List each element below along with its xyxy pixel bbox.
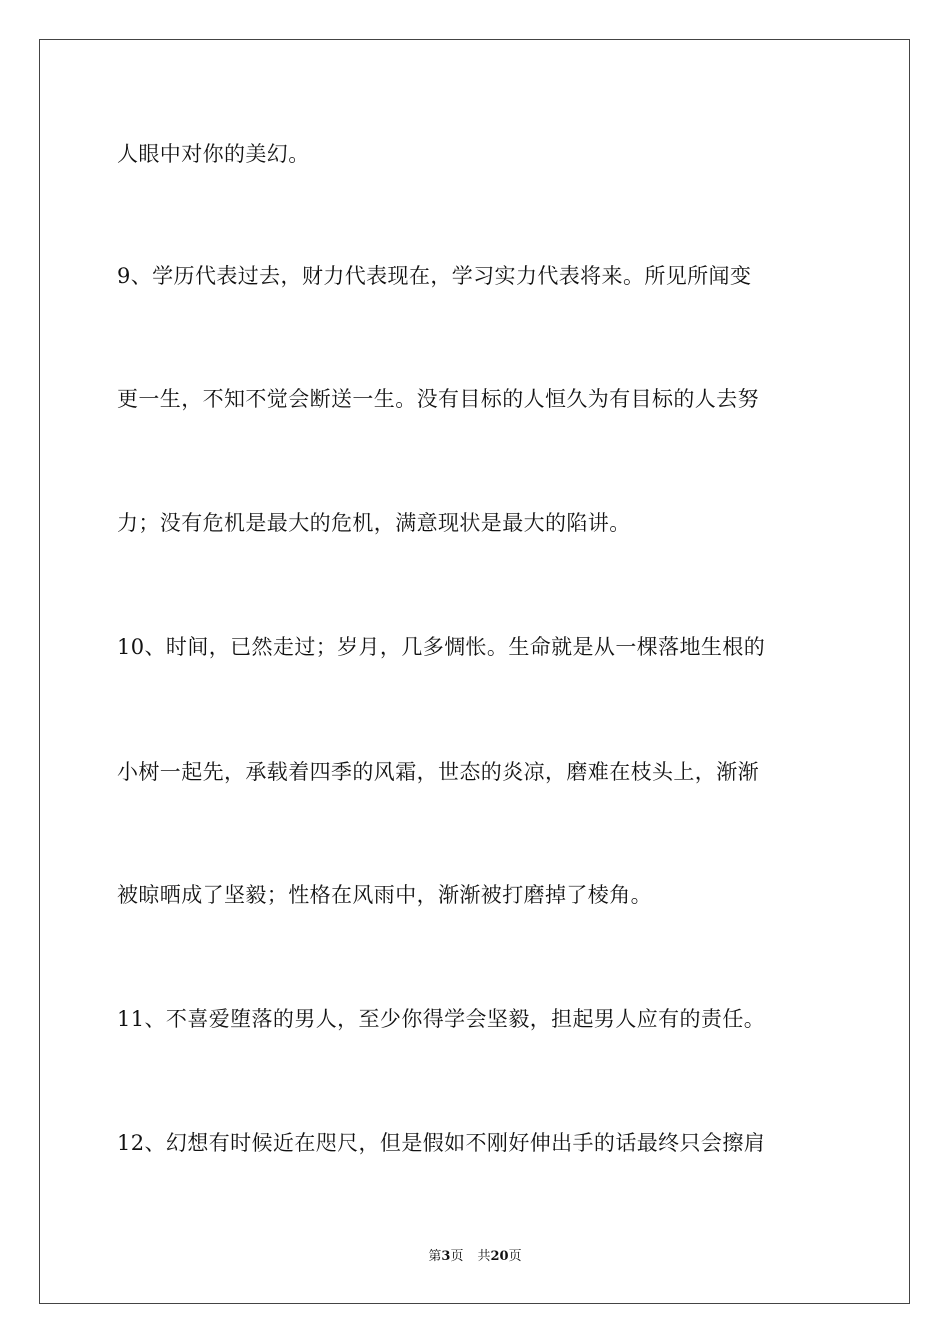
footer-page-prefix: 第 [428,1249,442,1264]
text-line-4: 力；没有危机是最大的危机，满意现状是最大的陷讲。 [117,511,631,535]
footer-total-prefix: 共 [477,1249,491,1264]
text-line-2: 9、学历代表过去，财力代表现在，学习实力代表将来。所见所闻变 [117,264,752,288]
text-line-3: 更一生，不知不觉会断送一生。没有目标的人恒久为有目标的人去努 [117,387,759,411]
page-footer [0,1249,950,1265]
text-line-1: 人眼中对你的美幻。 [117,142,310,166]
footer-page-number: 3 [441,1249,451,1264]
footer-total-suffix: 页 [508,1249,522,1264]
footer-page-suffix: 页 [450,1249,464,1264]
text-line-6: 小树一起先，承载着四季的风霜，世态的炎凉，磨难在枝头上，渐渐 [117,760,759,784]
text-line-7: 被晾晒成了坚毅；性格在风雨中，渐渐被打磨掉了棱角。 [117,883,652,907]
text-line-5: 10、时间，已然走过；岁月，几多惆怅。生命就是从一棵落地生根的 [117,635,766,659]
page-frame [39,39,910,1304]
text-line-9: 12、幻想有时候近在咫尺，但是假如不刚好伸出手的话最终只会擦肩 [117,1131,766,1155]
footer-total-pages: 20 [490,1249,509,1264]
text-line-8: 11、不喜爱堕落的男人，至少你得学会坚毅，担起男人应有的责任。 [117,1007,766,1031]
